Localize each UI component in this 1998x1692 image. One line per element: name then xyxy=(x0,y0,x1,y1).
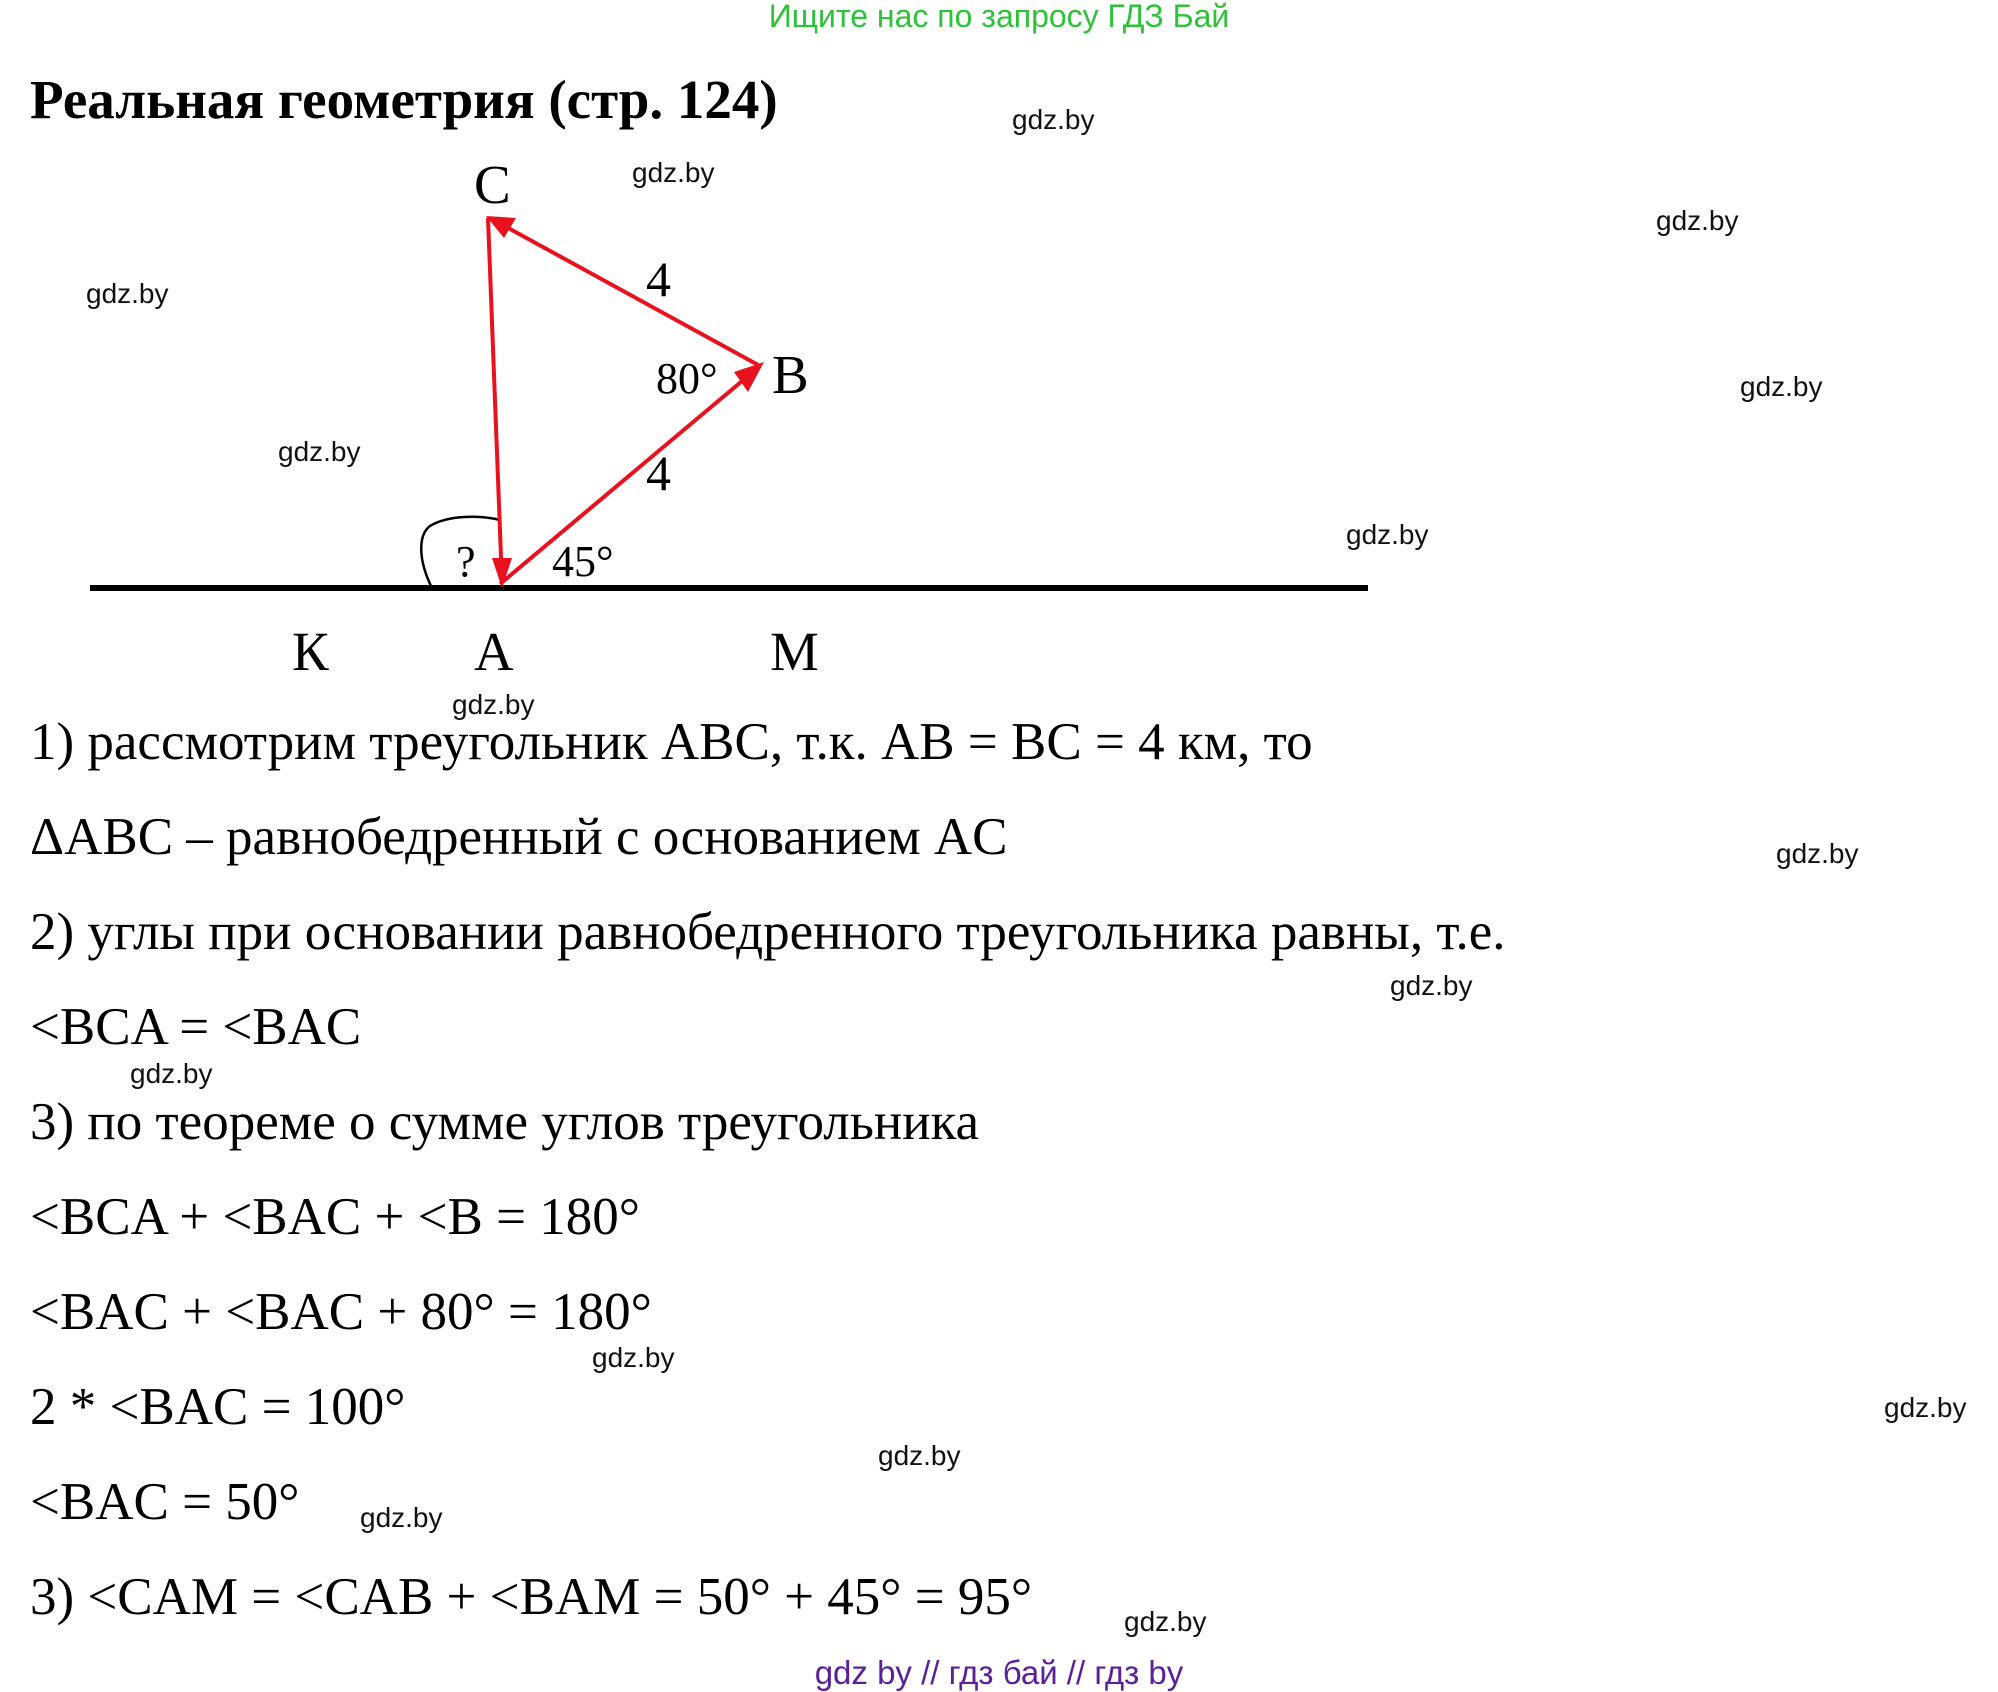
watermark: gdz.by xyxy=(1390,970,1473,1001)
arrowhead-at-a xyxy=(492,558,512,588)
solution-line-5: 3) по теореме о сумме углов треугольника xyxy=(30,1093,980,1151)
watermark: gdz.by xyxy=(1776,838,1859,869)
unknown-angle-label: ? xyxy=(456,537,476,586)
side-cb-length: 4 xyxy=(646,251,671,307)
watermark: gdz.by xyxy=(1656,205,1739,236)
watermark: gdz.by xyxy=(632,157,715,188)
page-title: Реальная геометрия (стр. 124) xyxy=(30,69,778,130)
vertex-c-label: C xyxy=(474,154,511,215)
side-c-to-a xyxy=(488,218,502,583)
point-k-label: К xyxy=(292,621,329,682)
watermark: gdz.by xyxy=(86,278,169,309)
side-a-to-b xyxy=(500,366,760,584)
watermark: gdz.by xyxy=(1012,104,1095,135)
watermark: gdz.by xyxy=(1346,519,1429,550)
solution-line-1: 1) рассмотрим треугольник ABC, т.к. AB = BC = 4 км, то xyxy=(30,713,1313,771)
solution-line-9: <BAC = 50° xyxy=(30,1473,300,1531)
footer-links: gdz by // гдз бай // гдз by xyxy=(814,1654,1184,1691)
angle-bam-label: 45° xyxy=(552,537,614,586)
watermark: gdz.by xyxy=(130,1058,213,1089)
watermark: gdz.by xyxy=(1124,1606,1207,1637)
solution-line-3: 2) углы при основании равнобедренного треугольника равны, т.е. xyxy=(30,903,1506,961)
arrowhead-at-b xyxy=(734,362,764,392)
side-ab-length: 4 xyxy=(646,445,671,501)
solution-line-2: ΔABC – равнобедренный с основанием AC xyxy=(30,808,1008,866)
watermark: gdz.by xyxy=(592,1342,675,1373)
solution-line-4: <BCA = <BAC xyxy=(30,998,362,1056)
watermark: gdz.by xyxy=(1740,371,1823,402)
watermark: gdz.by xyxy=(278,436,361,467)
watermark: gdz.by xyxy=(1884,1392,1967,1423)
vertex-b-label: B xyxy=(772,344,809,405)
search-banner: Ищите нас по запросу ГДЗ Бай xyxy=(768,0,1230,34)
point-m-label: M xyxy=(770,621,819,682)
side-b-to-c xyxy=(490,218,760,366)
solution-line-7: <BAC + <BAC + 80° = 180° xyxy=(30,1283,652,1341)
point-a-label: A xyxy=(474,621,514,682)
watermark: gdz.by xyxy=(452,689,535,720)
angle-b-label: 80° xyxy=(656,354,718,403)
triangle-diagram xyxy=(0,0,1998,720)
solution-line-6: <BCA + <BAC + <B = 180° xyxy=(30,1188,640,1246)
watermark: gdz.by xyxy=(878,1440,961,1471)
watermark: gdz.by xyxy=(360,1502,443,1533)
solution-line-10: 3) <CAM = <CAB + <BAM = 50° + 45° = 95° xyxy=(30,1568,1033,1626)
solution-line-8: 2 * <BAC = 100° xyxy=(30,1378,406,1436)
